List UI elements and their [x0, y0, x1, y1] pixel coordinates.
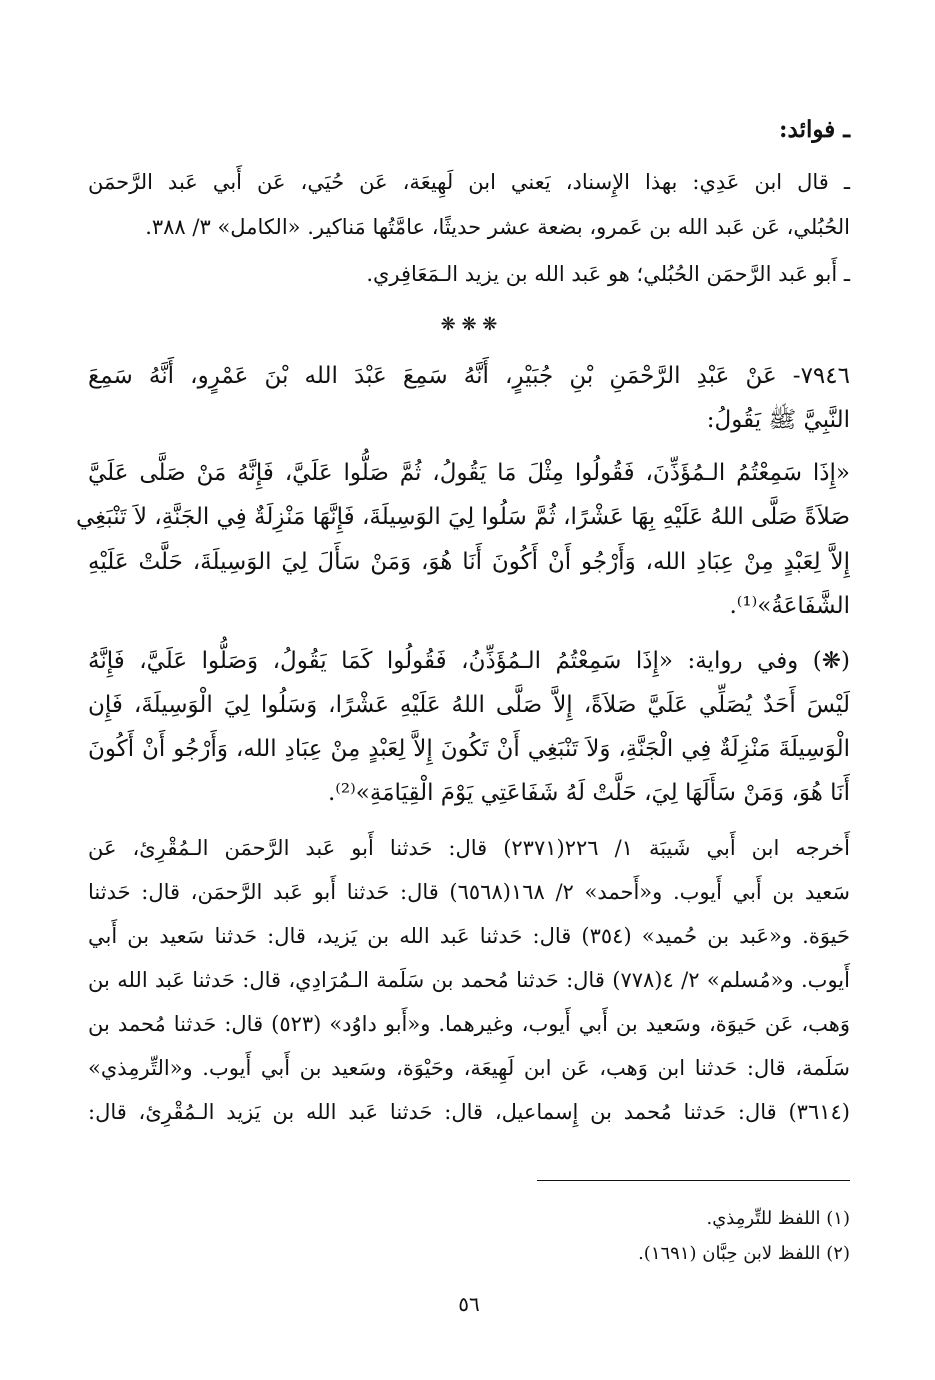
section-heading: ـ فوائد:: [779, 116, 850, 143]
hadith-header-line: النَّبِيَّ ﷺ يَقُولُ:: [706, 407, 850, 433]
footnote-divider: [537, 1180, 850, 1181]
hadith-text-line: «إِذَا سَمِعْتُمُ الـمُؤَذِّنَ، فَقُولُوا مِثْلَ مَا يَقُولُ، ثُمَّ صَلُّوا عَلَيَّ، فَإِنَّهُ مَنْ صَلَّى عَلَيَّ: [88, 460, 850, 486]
variant-text-line: أَنَا هُوَ، وَمَنْ سَأَلَهَا لِيَ، حَلَّتْ لَهُ شَفَاعَتِي يَوْمَ الْقِيَامَةِ»⁽²⁾.: [327, 780, 850, 806]
hadith-text-line: الشَّفَاعَةُ»⁽¹⁾.: [729, 593, 850, 619]
takhrij-line: أَيوب. و«مُسلم» ٢/ ٤(٧٧٨) قال: حَدثنا مُحمد بن سَلَمة الـمُرَادِي، قال: حَدثنا عَبد الله بن: [88, 968, 850, 992]
takhrij-line: (٣٦١٤) قال: حَدثنا مُحمد بن إِسماعيل، قال: حَدثنا عَبد الله بن يَزيد الـمُقْرِئ، قال:: [88, 1100, 850, 1124]
section-separator: ❋ ❋ ❋: [440, 314, 498, 335]
note-line: ـ أَبو عَبد الرَّحمَن الحُبُلي؛ هو عَبد الله بن يزيد الـمَعَافِري.: [366, 262, 850, 286]
page-number: ٥٦: [458, 1292, 480, 1316]
takhrij-line: وَهب، عَن حَيوَة، وسَعيد بن أَبي أَيوب، وغيرهما. و«أَبو داوُد» (٥٢٣) قال: حَدثنا مُحمد بن: [88, 1012, 851, 1036]
takhrij-line: سَلَمة، قال: حَدثنا ابن وَهب، عَن ابن لَهِيعَة، وحَيْوَة، وسَعيد بن أَبي أَيوب. و«التِّرمِذي»: [88, 1056, 850, 1080]
hadith-text-line: إِلاَّ لِعَبْدٍ مِنْ عِبَادِ الله، وَأَرْجُو أَنْ أَكُونَ أَنَا هُوَ، وَمَنْ سَأَلَ لِيَ الوَسِيلَةَ، حَلَّتْ عَلَيْهِ: [88, 549, 850, 575]
variant-text-line: الْوَسِيلَةَ مَنْزِلَةٌ فِي الْجَنَّةِ، وَلاَ تَنْبَغِي أَنْ تَكُونَ إِلاَّ لِعَبْدٍ مِنْ عِبَادِ الله، وَأَرْجُو أَنْ أَكُونَ: [88, 736, 850, 762]
variant-text-line: (❋) وفي رواية: «إِذَا سَمِعْتُمُ الـمُؤَذِّنُ، فَقُولُوا كَمَا يَقُولُ، وَصَلُّوا عَلَيَّ، فَإِنَّهُ: [88, 648, 850, 674]
takhrij-line: أَخرجه ابن أَبي شَيبَة ١/ ٢٢٦(٢٣٧١) قال: حَدثنا أَبو عَبد الرَّحمَن الـمُقْرِئ، عَن: [88, 836, 850, 860]
hadith-text-line: صَلاَةً صَلَّى اللهُ عَلَيْهِ بِهَا عَشْرًا، ثُمَّ سَلُوا لِيَ الوَسِيلَةَ، فَإِنَّهَا مَنْزِلَةٌ فِي الجَنَّةِ، لاَ تَنْبَغِي: [76, 504, 850, 530]
hadith-header-line: ٧٩٤٦- عَنْ عَبْدِ الرَّحْمَنِ بْنِ جُبَيْرٍ، أَنَّهُ سَمِعَ عَبْدَ الله بْنَ عَمْرٍو، أَنَّهُ سَمِعَ: [88, 363, 850, 389]
note-line: ـ قال ابن عَدِي: بهذا الإِسناد، يَعني ابن لَهِيعَة، عَن حُيَي، عَن أَبي عَبد الرَّحمَن: [88, 170, 850, 194]
note-line: الحُبُلي، عَن عَبد الله بن عَمرو، بضعة عشر حديثًا، عامَّتُها مَناكير. «الكامل» ٣/ ٣٨٨.: [145, 215, 850, 239]
variant-text-line: لَيْسَ أَحَدٌ يُصَلِّي عَلَيَّ صَلاَةً، إِلاَّ صَلَّى اللهُ عَلَيْهِ عَشْرًا، وَسَلُوا لِيَ الْوَسِيلَةَ، فَإِن: [88, 692, 850, 718]
footnote-1: (١) اللفظ للتِّرمِذي.: [706, 1208, 850, 1229]
takhrij-line: حَيوَة. و«عَبد بن حُميد» (٣٥٤) قال: حَدثنا عَبد الله بن يَزيد، قال: حَدثنا سَعيد بن أَبي: [88, 924, 851, 948]
takhrij-line: سَعيد بن أَبي أَيوب. و«أَحمد» ٢/ ١٦٨(٦٥٦٨) قال: حَدثنا أَبو عَبد الرَّحمَن، قال: حَدثنا: [88, 880, 850, 904]
footnote-2: (٢) اللفظ لابن حِبَّان (١٦٩١).: [638, 1243, 850, 1264]
